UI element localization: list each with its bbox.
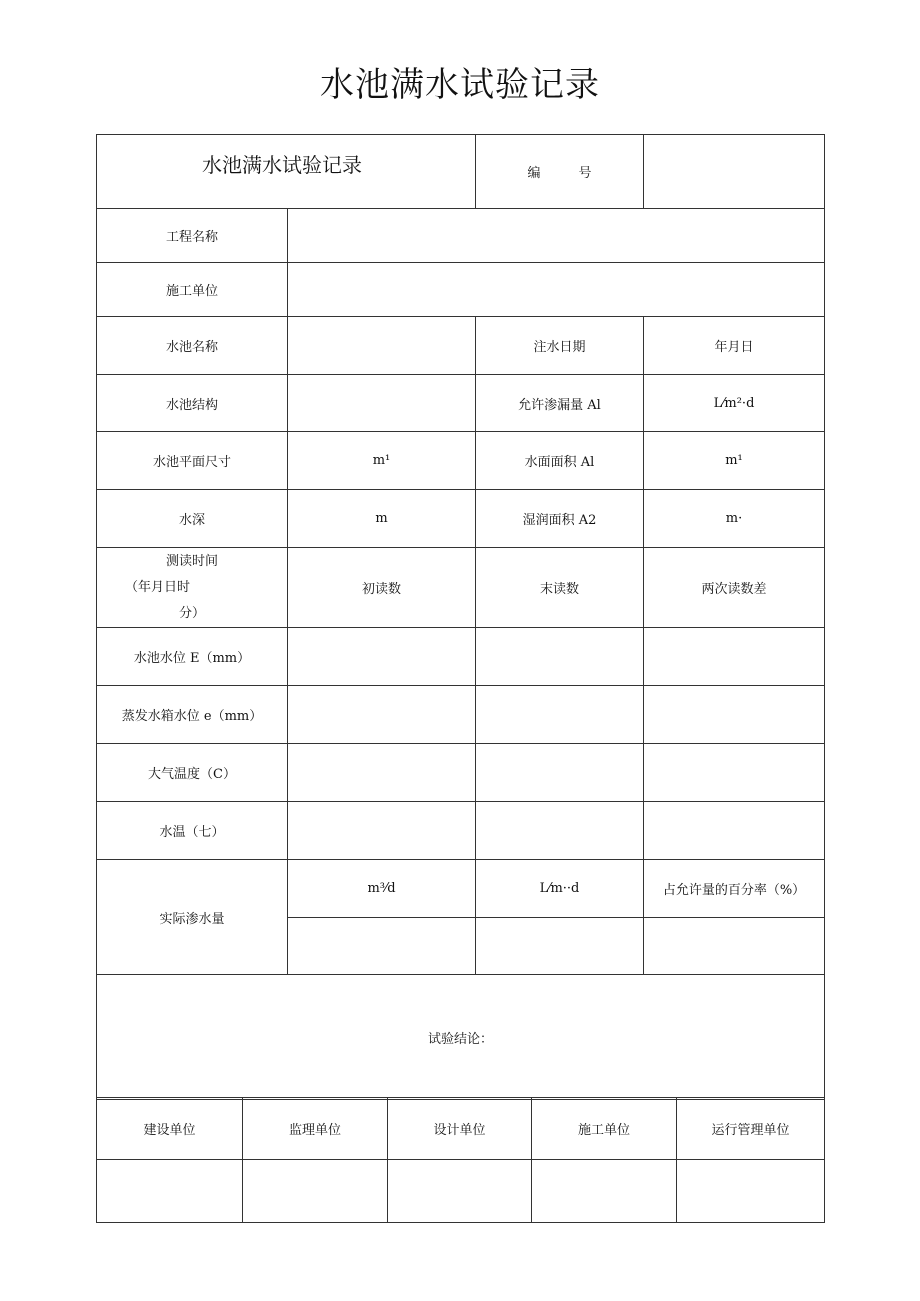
allowed-seepage-field[interactable]: L⁄m²·d <box>644 375 825 432</box>
surface-area-field[interactable]: m¹ <box>644 432 825 490</box>
signature-header-row <box>97 1098 825 1160</box>
fill-date-field[interactable]: 年月日 <box>644 317 825 375</box>
table-title: 水池满水试验记录 <box>97 135 476 209</box>
reading-row-label: 水池水位 E（mm） <box>97 628 288 686</box>
wet-area-label: 湿润面积 A2 <box>476 490 644 548</box>
actual-seepage-label: 实际渗水量 <box>97 860 288 975</box>
pool-name-row <box>97 317 825 375</box>
measure-time-label <box>97 548 288 628</box>
project-name-field[interactable] <box>288 209 825 263</box>
measure-time-line-2: （年月日时 <box>125 579 191 595</box>
pool-structure-field[interactable] <box>288 375 476 432</box>
number-label-right: 号 <box>578 166 592 181</box>
final-reading-cell[interactable] <box>476 744 644 802</box>
difference-cell[interactable] <box>644 686 825 744</box>
conclusion-label: 试验结论： <box>427 1031 493 1047</box>
seepage-value-2[interactable] <box>476 918 644 975</box>
fill-date-label: 注水日期 <box>476 317 644 375</box>
difference-cell[interactable] <box>644 628 825 686</box>
signature-unit-label: 施工单位 <box>532 1098 677 1160</box>
reading-row-label: 蒸发水箱水位 e（mm） <box>97 686 288 744</box>
construction-unit-row <box>97 263 825 317</box>
difference-cell[interactable] <box>644 744 825 802</box>
conclusion-row <box>97 975 825 1100</box>
final-reading-cell[interactable] <box>476 628 644 686</box>
plan-size-label: 水池平面尺寸 <box>97 432 288 490</box>
seepage-unit-2: L⁄m··d <box>476 860 644 918</box>
final-reading-cell[interactable] <box>476 686 644 744</box>
seepage-unit-3: 占允许量的百分率（%） <box>644 860 825 918</box>
reading-row <box>97 686 825 744</box>
readings-header-row <box>97 548 825 628</box>
pool-structure-row <box>97 375 825 432</box>
signature-table <box>96 1097 825 1223</box>
signature-unit-label: 设计单位 <box>388 1098 532 1160</box>
final-reading-header: 末读数 <box>476 548 644 628</box>
reading-row <box>97 628 825 686</box>
plan-size-field[interactable]: m¹ <box>288 432 476 490</box>
depth-label: 水深 <box>97 490 288 548</box>
signature-field[interactable] <box>243 1160 388 1223</box>
number-value-field[interactable] <box>644 135 825 209</box>
page-title: 水池满水试验记录 <box>320 65 600 105</box>
header-row <box>97 135 825 209</box>
difference-cell[interactable] <box>644 802 825 860</box>
reading-row <box>97 802 825 860</box>
signature-unit-label: 运行管理单位 <box>677 1098 825 1160</box>
wet-area-field[interactable]: m· <box>644 490 825 548</box>
pool-structure-label: 水池结构 <box>97 375 288 432</box>
signature-unit-label: 建设单位 <box>97 1098 243 1160</box>
project-name-row <box>97 209 825 263</box>
final-reading-cell[interactable] <box>476 802 644 860</box>
seepage-value-3[interactable] <box>644 918 825 975</box>
depth-row <box>97 490 825 548</box>
seepage-unit-1: m³⁄d <box>288 860 476 918</box>
initial-reading-cell[interactable] <box>288 802 476 860</box>
reading-row-label: 大气温度（C） <box>97 744 288 802</box>
construction-unit-label: 施工单位 <box>97 263 288 317</box>
signature-unit-label: 监理单位 <box>243 1098 388 1160</box>
pool-name-field[interactable] <box>288 317 476 375</box>
measure-time-line-1: 测读时间 <box>165 553 218 569</box>
signature-field[interactable] <box>677 1160 825 1223</box>
plan-size-row <box>97 432 825 490</box>
pool-name-label: 水池名称 <box>97 317 288 375</box>
signature-field[interactable] <box>388 1160 532 1223</box>
allowed-seepage-label: 允许渗漏量 Al <box>476 375 644 432</box>
initial-reading-cell[interactable] <box>288 744 476 802</box>
measure-time-line-3: 分） <box>178 605 205 621</box>
signature-field[interactable] <box>97 1160 243 1223</box>
difference-header: 两次读数差 <box>644 548 825 628</box>
test-record-table <box>96 134 825 1100</box>
construction-unit-field[interactable] <box>288 263 825 317</box>
number-label <box>476 135 644 209</box>
number-label-left: 编 <box>527 166 541 181</box>
depth-field[interactable]: m <box>288 490 476 548</box>
signature-field[interactable] <box>532 1160 677 1223</box>
initial-reading-cell[interactable] <box>288 628 476 686</box>
initial-reading-header: 初读数 <box>288 548 476 628</box>
reading-row-label: 水温（七） <box>97 802 288 860</box>
initial-reading-cell[interactable] <box>288 686 476 744</box>
seepage-value-1[interactable] <box>288 918 476 975</box>
surface-area-label: 水面面积 Al <box>476 432 644 490</box>
reading-row <box>97 744 825 802</box>
signature-field-row <box>97 1160 825 1223</box>
conclusion-field[interactable] <box>97 975 825 1100</box>
seepage-unit-row <box>97 860 825 918</box>
project-name-label: 工程名称 <box>97 209 288 263</box>
